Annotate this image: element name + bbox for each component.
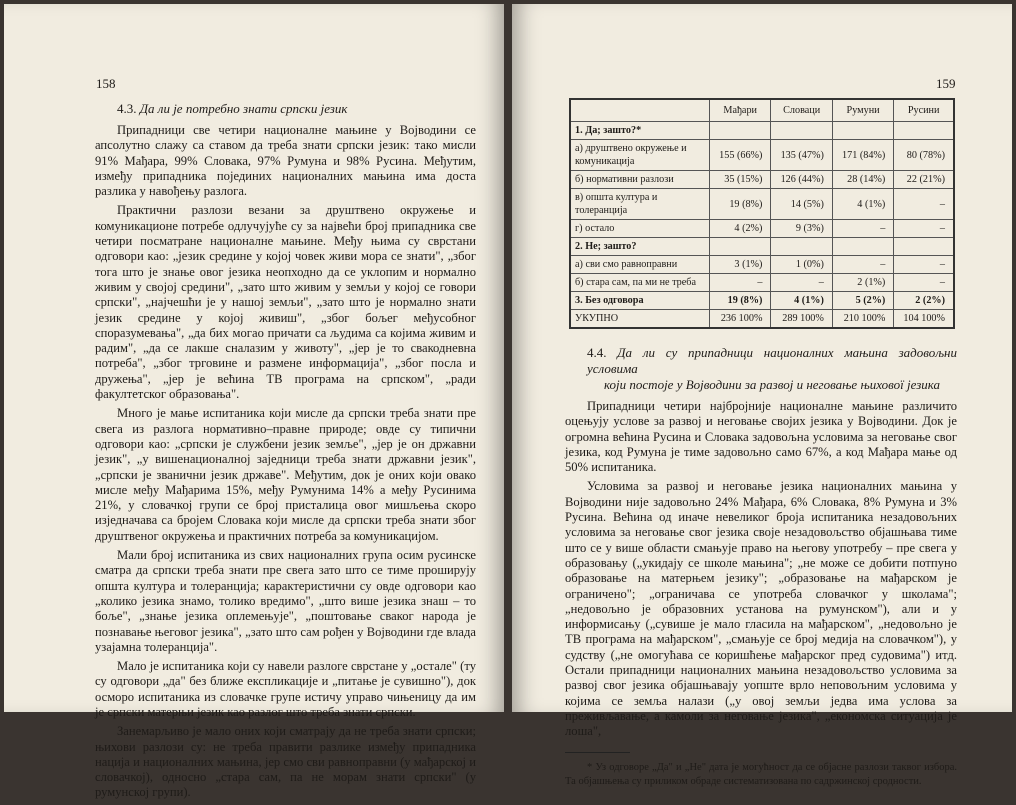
table-cell bbox=[832, 122, 893, 140]
table-cell bbox=[832, 238, 893, 256]
table-cell: 2 (2%) bbox=[894, 292, 954, 310]
table-row bbox=[570, 274, 954, 292]
section-number: 4.4. bbox=[587, 345, 607, 360]
table-cell: 9 (3%) bbox=[771, 220, 832, 238]
table-cell: – bbox=[894, 189, 954, 220]
row-label: 2. Не; зашто? bbox=[570, 238, 710, 256]
paragraph: Много је мање испитаника који мисле да српски треба знати пре свега из разлога нормативно–правне природе; овде су типични одговори као: „српски је службени језик земље", „јер је он државни језик", „у вишенационалној заједници треба знати државни језик", „српски је званични језик државе". Међутим, док је оних који овако мисле међу Мађарима 15%, међу Румунима 14% а међу Русинима 21%, у словачкој групи се број присталица овог мишљења скоро изједначава са бројем Словака који мисле да српски треба знати због друштвеног окружења и практичних потреба за комуникацијом. bbox=[95, 406, 476, 543]
table-corner bbox=[570, 99, 710, 122]
column-header: Словаци bbox=[771, 99, 832, 122]
table-cell: 5 (2%) bbox=[832, 292, 893, 310]
right-text-block bbox=[565, 345, 957, 740]
table-cell: 104 100% bbox=[894, 310, 954, 329]
table-row bbox=[570, 310, 954, 329]
table-cell: – bbox=[710, 274, 771, 292]
table-cell: 289 100% bbox=[771, 310, 832, 329]
table-cell: 4 (1%) bbox=[832, 189, 893, 220]
table-cell bbox=[710, 122, 771, 140]
page-number: 159 bbox=[936, 76, 956, 91]
paragraph: Условима за развој и неговање језика националних мањина у Војводини није задовољно 24% Мађара, 6% Словака, 8% Румуна и 3% Русина. Већина од иначе невеликог броја испитаника незадовољних условима за неговање свог језика своје незадовољство објашњава тиме што се у више области смањује право на његову употребу – пре свега у образовању („укидају се школе мањина"; „не може се добити потпуно образовање на матерњем језику"; „образовање на мађарском је ограничено"; „ограничава се употреба словачког у школама"; „недовољно је образовних установа на румунском"), али и у информисању („сувише је мало гласила на мађарском", „недовољно је ТВ програма на мађарском", „смањује се број медија на словачком"), у судству („не омогућава се коришћење мађарског пред судовима") итд. Остали припадници националних мањина незадовољство условима за развој свог језика објашњавају уопште врло неповољним условима у којима се земља налази („у овој земљи једва има услова за преживљавање, а камоли за неговање језика", „економска ситуација је лоша", bbox=[565, 479, 957, 739]
paragraph: Припадници четири најбројније националне мањине различито оцењују услове за развој и неговање својих језика у Војводини. Док је огромна већина Русина и Словака задовољна условима за неговање свог језика, код Румуна је тиме задовољно само 67%, а код Мађара мање од 50% испитаника. bbox=[565, 399, 957, 475]
table-cell: – bbox=[832, 256, 893, 274]
row-label: б) нормативни разлози bbox=[570, 171, 710, 189]
page-number: 158 bbox=[96, 76, 116, 91]
right-page bbox=[512, 4, 1012, 787]
table-cell: 28 (14%) bbox=[832, 171, 893, 189]
table-cell: 4 (2%) bbox=[710, 220, 771, 238]
paragraph: Занемарљиво је мало оних који сматрају да не треба знати српски; њихови разлози су: не треба правити разлике између припадника нација и националних мањина, јер смо сви равноправни (у мађарској и словачкој), односно „стара сам, па не морам знати српски" (у румунској групи). bbox=[95, 724, 476, 800]
table-cell: 236 100% bbox=[710, 310, 771, 329]
table-cell: – bbox=[894, 220, 954, 238]
row-label: УКУПНО bbox=[570, 310, 710, 329]
row-label: г) остало bbox=[570, 220, 710, 238]
section-heading bbox=[565, 345, 957, 393]
section-title-line: Да ли су припадници националних мањина задовољни условима bbox=[587, 345, 958, 376]
table-cell: – bbox=[832, 220, 893, 238]
right-content-flow bbox=[565, 98, 957, 789]
left-text-block bbox=[95, 101, 476, 805]
table-cell bbox=[771, 238, 832, 256]
section-heading bbox=[95, 101, 476, 117]
table-cell: 22 (21%) bbox=[894, 171, 954, 189]
data-table bbox=[569, 98, 955, 329]
table-row bbox=[570, 140, 954, 171]
column-header: Русини bbox=[894, 99, 954, 122]
column-header: Румуни bbox=[832, 99, 893, 122]
table-header-row bbox=[570, 99, 954, 122]
table-cell: 4 (1%) bbox=[771, 292, 832, 310]
table-cell: – bbox=[894, 256, 954, 274]
section-title-line: који постоје у Војводини за развој и неговање њихової језика bbox=[603, 377, 941, 392]
section-title: Да ли је потребно знати српски језик bbox=[139, 101, 348, 116]
table-cell: – bbox=[894, 274, 954, 292]
table-cell: 35 (15%) bbox=[710, 171, 771, 189]
table-row bbox=[570, 189, 954, 220]
table-cell: 126 (44%) bbox=[771, 171, 832, 189]
table-cell: 2 (1%) bbox=[832, 274, 893, 292]
section-number: 4.3. bbox=[117, 101, 137, 116]
paragraph: Практични разлози везани за друштвено окружење и комуникационе потребе одлучујуће су за највећи број припадника све четири посматране националне мањине. Међу њима су сврстани одговори као: „језик средине у којој човек живи мора се знати", „због тога што је знање овог језика неопходно да се уклопим и нормално живим у својој средини", „зато што живим у земљи у којој се говори српски", „најчешћи је у нашој земљи", „зато што је нормално знати језик средине у којој живиш", „због бољег међусобног споразумевања", „да бих могао причати са људима са којима живим и радим", „да се лакше сналазим у животу", „јер је то свакодневна потреба", „због трговине и размене информација", „због посла и дружења", „јер је већина ТВ програма на српском", „ради факултетског образовања". bbox=[95, 203, 476, 402]
table-cell: 3 (1%) bbox=[710, 256, 771, 274]
table-cell: 135 (47%) bbox=[771, 140, 832, 171]
row-label: в) општа култура и толеранција bbox=[570, 189, 710, 220]
table-row bbox=[570, 220, 954, 238]
paragraph: Мало је испитаника који су навели разлоге сврстане у „остале" (ту су одговори „да" без ближе експликације и „питање је сувишно"), док осморо испитаника из словачке групе истичу управо чињеницу да им је српски матерњи језик као разлог што треба знати српски. bbox=[95, 659, 476, 719]
table-cell: 19 (8%) bbox=[710, 189, 771, 220]
row-label: 3. Без одговора bbox=[570, 292, 710, 310]
table-cell: 19 (8%) bbox=[710, 292, 771, 310]
row-label: а) сви смо равноправни bbox=[570, 256, 710, 274]
table-cell bbox=[894, 122, 954, 140]
left-page bbox=[4, 4, 504, 800]
table-row bbox=[570, 292, 954, 310]
table-cell: 155 (66%) bbox=[710, 140, 771, 171]
table-cell: 80 (78%) bbox=[894, 140, 954, 171]
row-label: б) стара сам, па ми не треба bbox=[570, 274, 710, 292]
footnote: * Уз одговоре „Да" и „Не" дата је могућност да се објасне разлози таквог избора. Та објашњења су приликом обраде систематизована по садржинској сродности. bbox=[565, 761, 957, 787]
column-header: Мађари bbox=[710, 99, 771, 122]
table-row bbox=[570, 256, 954, 274]
table-row bbox=[570, 238, 954, 256]
table-cell: 210 100% bbox=[832, 310, 893, 329]
table-cell: 171 (84%) bbox=[832, 140, 893, 171]
row-label: а) друштвено окружење и комуникација bbox=[570, 140, 710, 171]
table-row bbox=[570, 122, 954, 140]
table-row bbox=[570, 171, 954, 189]
table-cell: 14 (5%) bbox=[771, 189, 832, 220]
table-cell bbox=[771, 122, 832, 140]
row-label: 1. Да; зашто?* bbox=[570, 122, 710, 140]
table-cell: 1 (0%) bbox=[771, 256, 832, 274]
table-cell bbox=[894, 238, 954, 256]
table-cell: – bbox=[771, 274, 832, 292]
paragraph: Мали број испитаника из свих националних група осим русинске сматра да српски треба знати пре свега зато што се тиме проширују општа култура и толеранција; карактеристични су овде одговори као „колико језика знамо, толико вредимо", „што више језика знаш – то боље", „знање језика оплемењује", „поштовање сваког народа је познавање његовог језика", „зато што сам рођен у Војводини где влада узајамна толеранција". bbox=[95, 548, 476, 654]
paragraph: Припадници све четири националне мањине у Војводини се апсолутно слажу са ставом да треба знати српски језик: тако мисли 91% Мађара, 99% Словака, 97% Румуна и 98% Русина. Међутим, између припадника појединих националних мањина има доста разлика у навођењу разлога. bbox=[95, 123, 476, 199]
footnote-divider bbox=[565, 752, 630, 753]
table-cell bbox=[710, 238, 771, 256]
